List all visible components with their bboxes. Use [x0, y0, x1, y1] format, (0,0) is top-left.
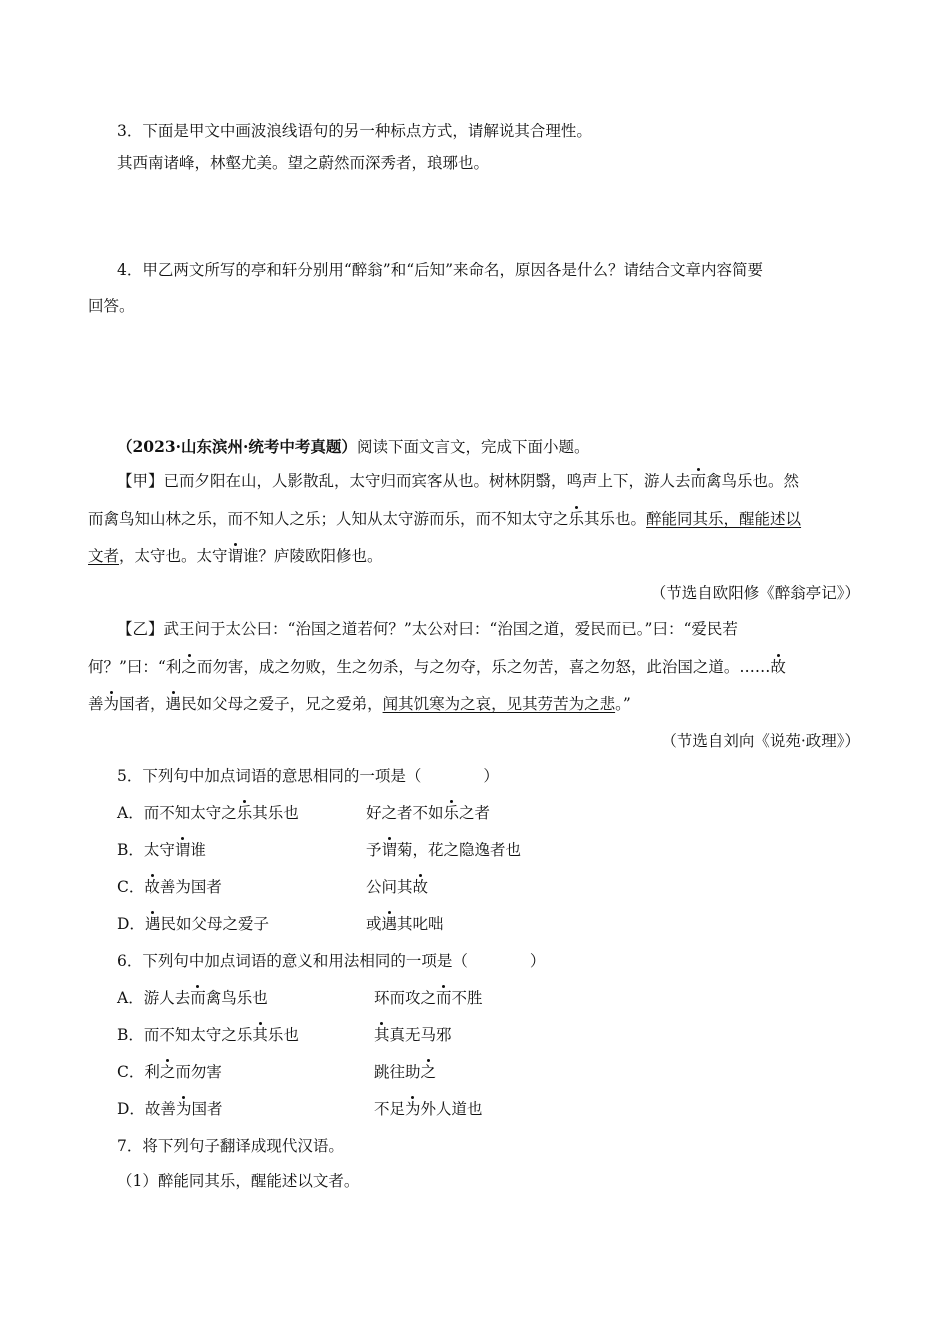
question-4-stem-line1: 4．甲乙两文所写的亭和轩分别用“醉翁”和“后知”来命名，原因各是什么？请结合文章内容简要 [117, 261, 764, 279]
yi-text: 善 [88, 695, 104, 713]
option-text: 乐也 [267, 1026, 299, 1044]
question-5-stem: 5．下列句中加点词语的意思相同的一项是（ ） [117, 767, 499, 785]
option-compare [374, 1098, 483, 1120]
yi-text: 民如父母之爱子，兄之爱弟， [181, 695, 383, 713]
yi-line-3 [88, 693, 950, 715]
option-text: 谁 [190, 841, 206, 859]
option-compare [374, 1061, 436, 1083]
dotted-word: 而 [690, 472, 707, 490]
option-compare [366, 839, 521, 861]
passage-instruction: 阅读下面文言文，完成下面小题。 [356, 438, 590, 456]
option-row [117, 839, 950, 861]
option-row [117, 1061, 950, 1083]
jia-text: 谁？庐陵欧阳修也。 [243, 547, 383, 565]
option-text: D．故善 [117, 1100, 176, 1118]
question-4-stem-line2: 回答。 [88, 297, 135, 315]
passage-header [117, 436, 950, 458]
dotted-word: 遇 [144, 915, 161, 933]
option-text: 不足 [374, 1100, 406, 1118]
option-row [117, 1024, 950, 1046]
option-text: C．利 [117, 1063, 160, 1081]
option-text: A．而不知太守之 [117, 804, 237, 822]
dotted-word: 谓 [381, 841, 398, 859]
yi-text: 何？”曰：“利 [88, 658, 182, 676]
option-text: A．游人去 [117, 989, 191, 1007]
underlined-sentence: 文者 [88, 547, 120, 565]
question-7-item-1: （1）醉能同其乐，醒能述以文者。 [117, 1172, 360, 1190]
option-text: 环而攻之 [374, 989, 437, 1007]
jia-line-2 [88, 508, 950, 530]
option-text: 予 [366, 841, 382, 859]
option-text: 之者 [459, 804, 491, 822]
dotted-word: 遇 [165, 695, 182, 713]
option-compare [374, 1024, 452, 1046]
jia-text: ，太守也。太守 [119, 547, 228, 565]
dotted-word: 乐 [236, 804, 253, 822]
jia-text: 而禽鸟知山林之乐，而不知人之乐；人知从太守游而乐，而不知太守之 [88, 510, 569, 528]
question-6-stem: 6．下列句中加点词语的意义和用法相同的一项是（ ） [117, 952, 546, 970]
option-text: 国者 [191, 1100, 223, 1118]
dotted-word: 为 [103, 695, 120, 713]
yi-line-2 [88, 656, 950, 678]
question-7-stem: 7．将下列句子翻译成现代汉语。 [117, 1137, 344, 1155]
dotted-word: 其 [252, 1026, 268, 1044]
option-row [117, 1098, 950, 1120]
dotted-word: 故 [770, 658, 786, 676]
yi-line-1: 【乙】武王问于太公曰：“治国之道若何？”太公对曰：“治国之道，爱民而已。”曰：“爱民若 [117, 620, 738, 638]
dotted-word: 谓 [227, 547, 244, 565]
dotted-word: 遇 [381, 915, 398, 933]
option-text: 不胜 [451, 989, 483, 1007]
jia-text: 禽鸟乐也。然 [706, 472, 800, 490]
option-text: 或 [366, 915, 382, 933]
underlined-sentence: 闻其饥寒为之哀，见其劳苦为之悲 [382, 695, 616, 713]
option-text: 其叱咄 [397, 915, 444, 933]
dotted-word: 故 [144, 878, 160, 896]
option-text: 禽鸟乐也 [205, 989, 268, 1007]
dotted-word: 谓 [174, 841, 191, 859]
option-text: 善为国者 [159, 878, 222, 896]
option-text: 好之者不如 [366, 804, 444, 822]
option-row [117, 987, 950, 1009]
source-tag: （2023·山东滨州·统考中考真题） [117, 437, 357, 456]
option-text: 公问其 [366, 878, 413, 896]
dotted-word: 而 [436, 989, 452, 1007]
yi-source: （节选自刘向《说苑·政理》） [661, 732, 860, 750]
option-row [117, 802, 950, 824]
option-text: 外人道也 [420, 1100, 483, 1118]
jia-text: 其乐也。 [584, 510, 647, 528]
option-text: C． [117, 878, 145, 896]
dotted-word: 而 [190, 989, 206, 1007]
question-3-text: 其西南诸峰，林壑尤美。望之蔚然而深秀者，琅琊也。 [117, 154, 490, 172]
option-text: 民如父母之爱子 [160, 915, 269, 933]
option-text: 其乐也 [252, 804, 299, 822]
underlined-sentence: 醉能同其乐，醒能述以 [646, 510, 802, 528]
yi-text: 国者， [119, 695, 166, 713]
dotted-word: 故 [412, 878, 429, 896]
dotted-word: 乐 [568, 510, 585, 528]
option-text: 真无马邪 [389, 1026, 452, 1044]
jia-line-1 [117, 470, 950, 492]
option-compare [366, 913, 444, 935]
option-text: 菊，花之隐逸者也 [397, 841, 522, 859]
option-compare [366, 876, 428, 898]
jia-line-3 [88, 545, 950, 567]
dotted-word: 乐 [443, 804, 460, 822]
option-text: D． [117, 915, 145, 933]
option-text: B．太守 [117, 841, 175, 859]
yi-text: 。” [615, 695, 631, 713]
dotted-word: 之 [159, 1063, 176, 1081]
question-3-stem: 3．下面是甲文中画波浪线语句的另一种标点方式，请解说其合理性。 [117, 122, 592, 140]
dotted-word: 之 [181, 658, 197, 676]
dotted-word: 为 [405, 1100, 421, 1118]
option-text: B．而不知太守之乐 [117, 1026, 253, 1044]
option-row [117, 876, 950, 898]
yi-text: 而勿害，成之勿败，生之勿杀，与之勿夺，乐之勿苦，喜之勿怒，此治国之道。…… [196, 658, 771, 676]
option-text: 而勿害 [175, 1063, 222, 1081]
option-row [117, 913, 950, 935]
jia-text: 【甲】已而夕阳在山，人影散乱，太守归而宾客从也。树林阴翳，鸣声上下，游人去 [117, 472, 691, 490]
option-compare [374, 987, 483, 1009]
option-compare [366, 802, 490, 824]
jia-source: （节选自欧阳修《醉翁亭记》） [650, 584, 860, 602]
dotted-word: 之 [420, 1063, 437, 1081]
option-text: 跳往助 [374, 1063, 421, 1081]
dotted-word: 为 [175, 1100, 192, 1118]
dotted-word: 其 [374, 1026, 390, 1044]
